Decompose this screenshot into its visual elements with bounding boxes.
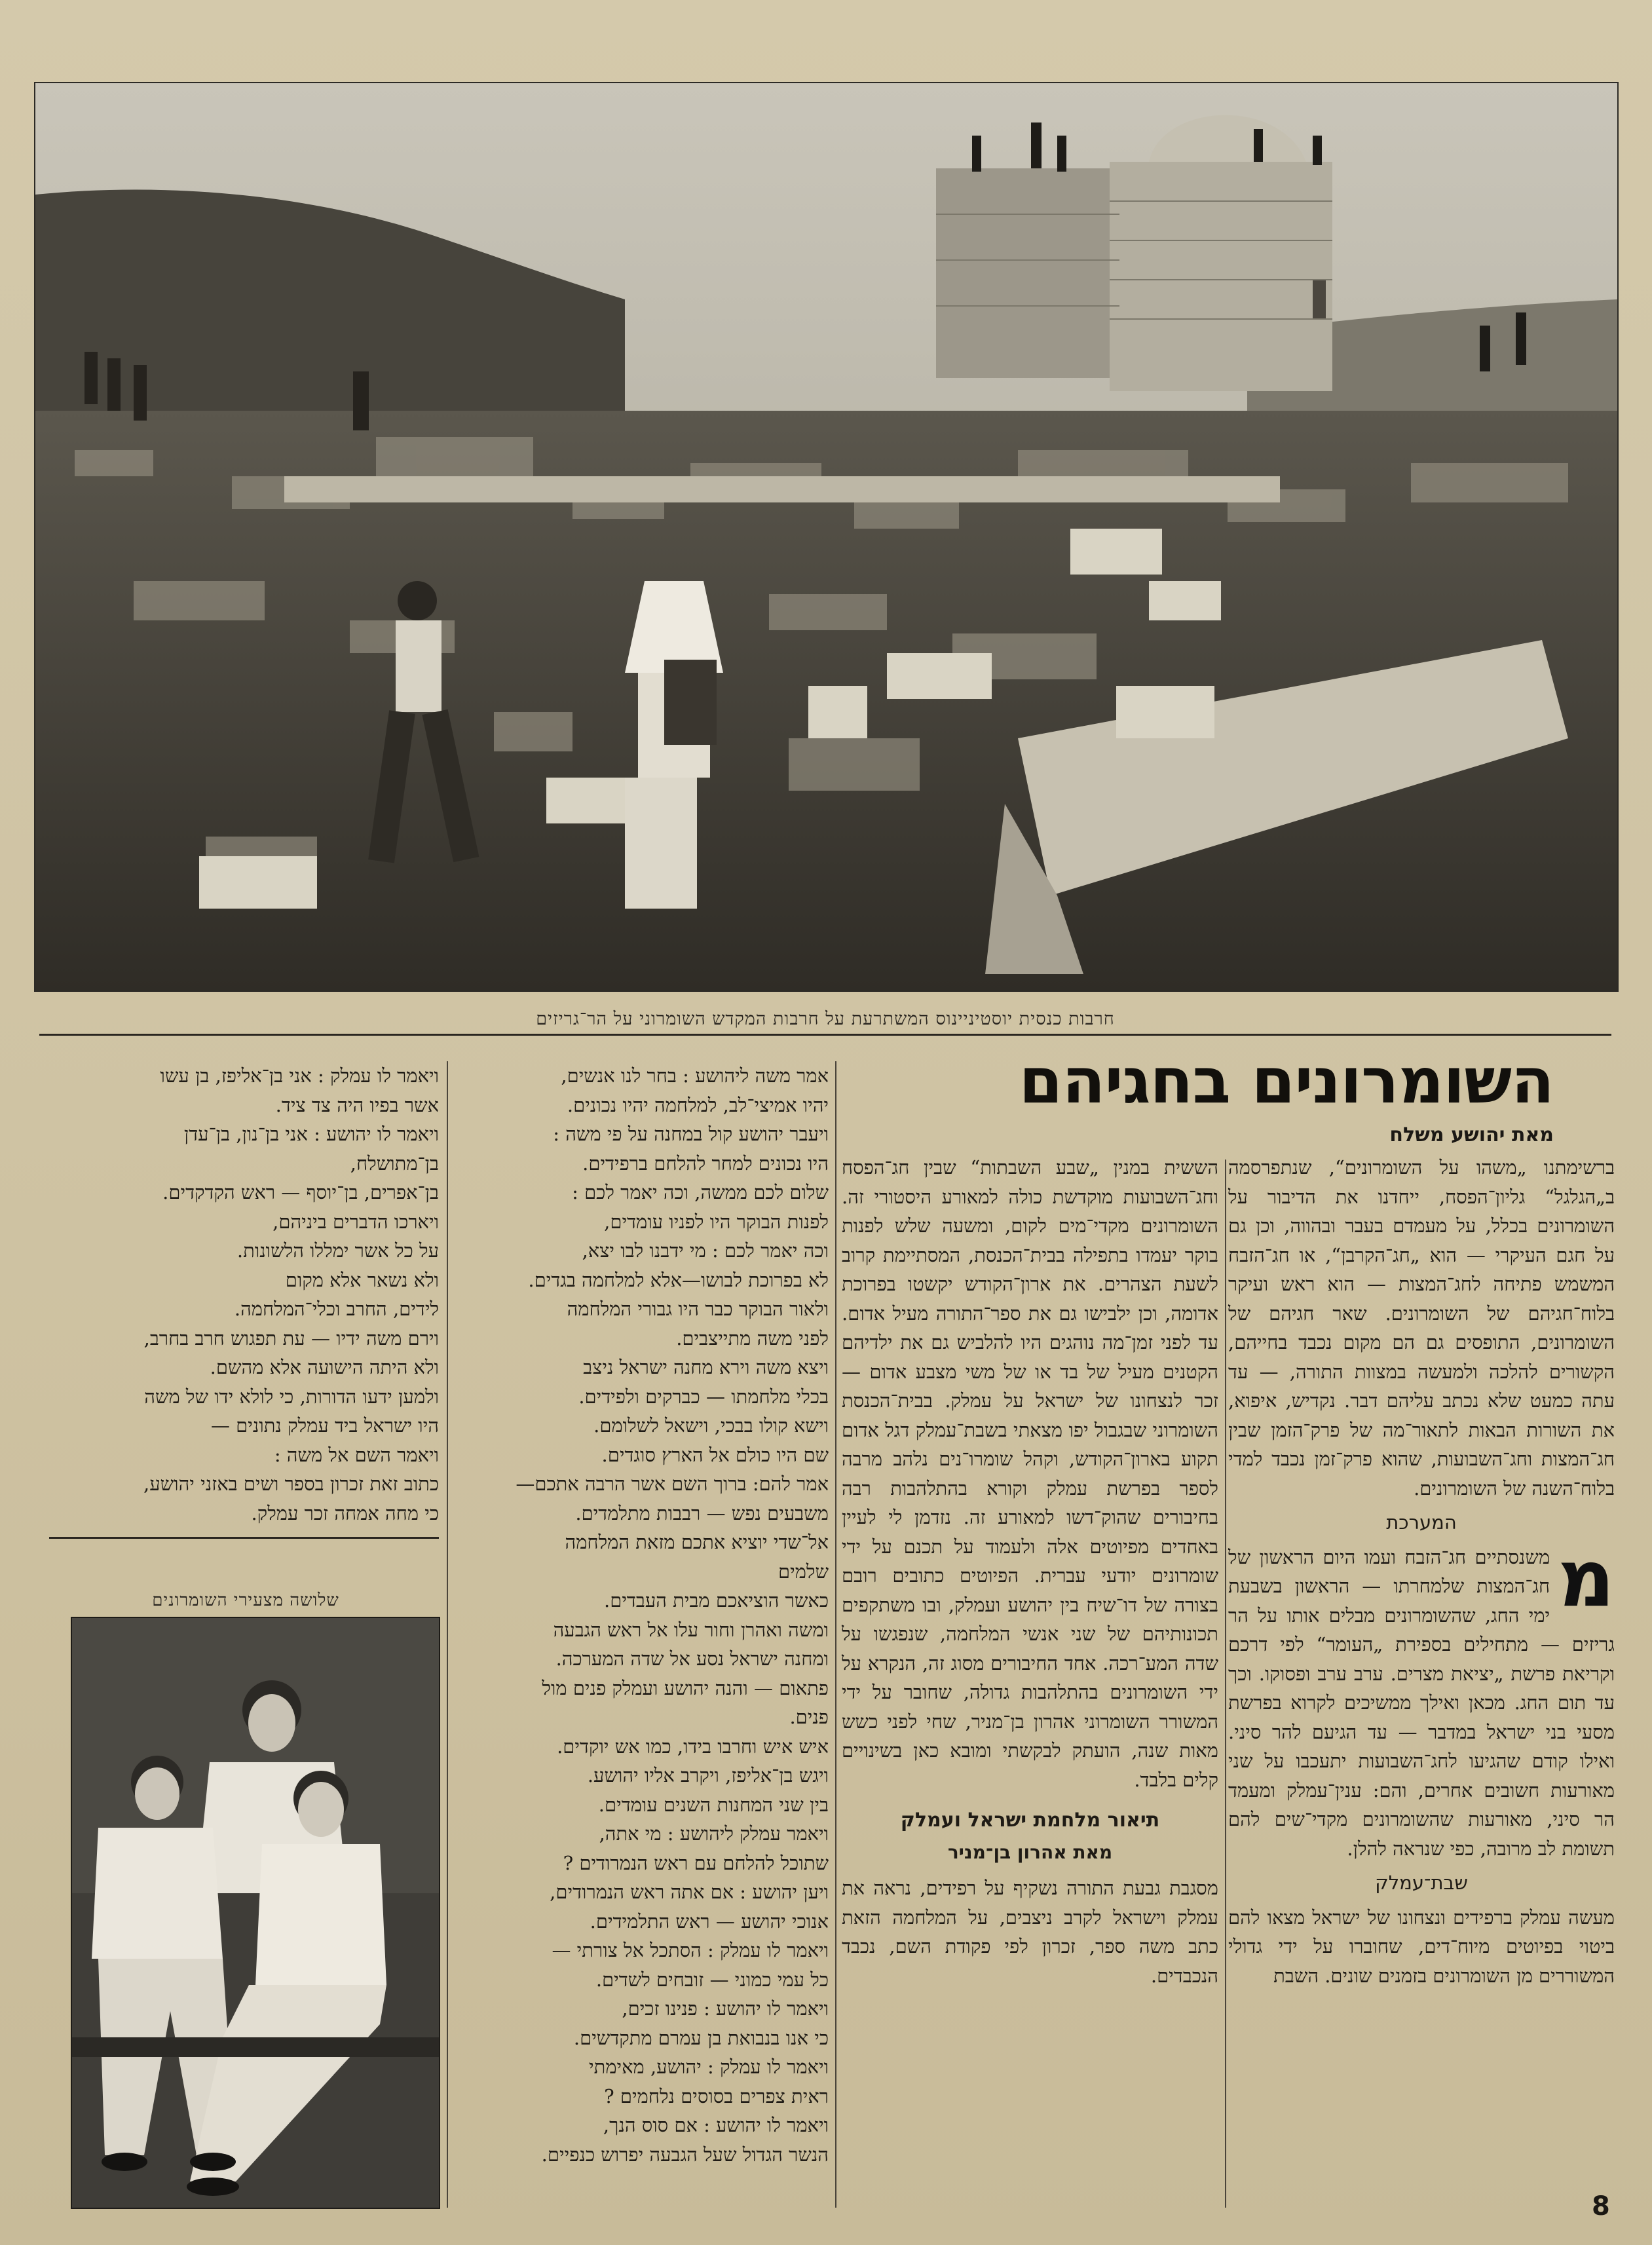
poem-line: ומשה ואהרן וחור עלו אל ראש הגבעה [553,1618,829,1641]
poem-line: שתוכל להלחם עם ראש הנמרודים ? [563,1851,829,1874]
poem-line: וכה יאמר לכם : מי ידבנו לבו יצא, [582,1239,829,1262]
body-text-1: משנסתיים חג־הזבח ועמו היום הראשון של חג־המצות שלמחרתו — הראשון בשבעת ימי החג, שהשומרונים מבלים אותו על הר גריזים — מתחילים בספירת „העומר“ לפי דרכם וקריאת פרשת „יציאת מצרים. ערב ערב ופסוקו. וכך עד תום החג. מכאן ואילך ממשיכים לקרוא בפרשת מסעי בני ישראל במדבר — עד הגיעם להר סיני. ואילו קודם שהגיעו לחג־השבועות יתעכבו על שני מאורעות חשובים אחרים, והם: ענין־עמלק ומעמד הר סיני, מאורעות שהשומרונים מקדי־שים להם תשומת לב מרובה, כפי שנראה להלן. [1228,1545,1615,1860]
poem-line: ומחנה ישראל נסע אל שדה המערכה. [555,1648,829,1670]
section-heading-amalek-sabbath: שבת־עמלק [1375,1872,1468,1894]
body-paragraph-3: הששית במנין „שבע השבתות“ שבין חג־הפסח וחג־השבועות מוקדשת כולה למאורע היסטורי זה. השומרונים מקדי־מים לקום, ומשעה שלש לפנות בוקר יעמדו בתפילה בבית־הכנסת, המסתיימת קרוב לשעת הצהרים. את ארון־הקודש יקשטו בפרוכת אדומה, וכן ילבישו גם את ספר־התורה מעיל אדום. עד לפני זמן־מה נוהגים היו להלביש גם את ילדיהם הקטנים מעיל של בד או של משי מצבע אדום — זכר לנצחונו של ישראל על עמלק. בבית־הכנסת השומרוני שבגבול יפו מצאתי בשבת־עמלק דגל אדום תקוע בארון־הקודש, וקהל שומרו־נים נלהב מרבה לספר בפרשת עמלק וקורא בהתלהבות רבה בחיבורים שהוק־דשו למאורע זה. נזדמן לי לעיין באחדים מפיוטים אלה ולעמוד על תכנם על ידי שומרונים יודעי עברית. הפיוטים כתובים רובם בצורה של דו־שיח בין יהושע ועמלק, ובו משתקפים תכונותיהם של שני אנשי המלחמה, שנפגשו על שדה המע־רכה. אחד החיבורים מסוג זה, הנקרא על ידי השומרונים בהתלהבות גדולה, שחובר על ידי המשורר השומרוני אהרון בן־מניר, שחי לפני כשש מאות שנה, הועתק לבקשתי ומובא כאן בשינויים קלים בלבד. [842,1156,1218,1791]
poem-line: כתוב זאת זכרון בספר ושים באזני יהושע, [143,1473,439,1495]
poem-line: ויאמר עמלק ליהושע : מי אתה, [599,1822,829,1845]
poem-line: ולאור הבוקר כבר היו גבורי המלחמה [567,1298,829,1320]
poem-line: פתאום — והנה יהושע ועמלק פנים מול [542,1676,829,1699]
poem-line: ויאמר לו יהושע : פנינו זכים, [622,1997,829,2020]
poem-line: ויאמר לו יהושע : אם סוס הנך, [603,2114,829,2136]
poem-opening: מסגבת גבעת התורה נשקיף על רפידים, נראה את עמלק וישראל לקרב ניצבים, על המלחמה הזאת כתב משה ספר, זכרון לפי פקודת השם, נכבד הנכבדים. [842,1877,1218,1987]
poem-line: ויאמר השם אל משה : [274,1443,439,1466]
photo-caption: חרבות כנסית יוסטיניינוס המשתרעת על חרבות המקדש השומרוני על הר־גריזים [536,1009,1115,1029]
poem-byline: מאת אהרון בן־מניר [947,1841,1113,1863]
poem-line: וירם משה ידיו — עת תפגוש חרב בחרב, [143,1327,439,1349]
poem-line: אשר בפיו היה צד ציד. [275,1093,439,1116]
poem-line: וישא קולו בבכי, וישאל לשלומם. [593,1414,829,1437]
intro-paragraph: ברשימתנו „משהו על השומרונים“, שנתפרסמה ב„הגלגל“ גליון־הפסח, ייחדנו את הדיבור על השומרונים בכלל, על מעמדם בעבר ובהווה, וכן גם על חגם העיקרי — הוא „חג־הקרבן“, או חג־הזבח המשמש פתיחה לחג־המצות — הוא ראש ועיקר בלוח־חגיהם של השומרונים. שאר חגיהם של השומרונים, התופסים גם הם מקום נכבד בחייהם, הקשורים להלכה ולמעשה במצוות התורה, — עד עתה כמעט שלא נכתב עליהם דבר. נקדיש, איפוא, את השורות הבאות לתאור־מה של פרק־הזמן שבין חג־המצות וחג־השבועות, שהוא פרק־זמן נכבד למדי בלוח־השנה של השומרונים. [1228,1156,1615,1500]
body-paragraph-1 [1228,1533,1615,1864]
poem-line: ויען יהושע : אם אתה ראש הנמרודים, [550,1881,829,1903]
poem-line: ויאמר לו עמלק : אני בן־אליפז, בן עשו [160,1065,439,1087]
caption-rule [39,1034,1611,1036]
poem-title: תיאור מלחמת ישראל ועמלק [900,1809,1160,1832]
poem-line: שלום לכם ממשה, וכה יאמר לכם : [572,1181,829,1203]
poem-line: אמר להם: ברוך השם אשר הרבה אתכם— [516,1473,829,1495]
poem-line: יהיו אמיצי־לב, למלחמה יהיו נכונים. [567,1093,829,1116]
poem-line: אל־שדי יוציא אתכם מזאת המלחמה [565,1531,829,1553]
poem-line: ויארכו הדברים ביניהם, [272,1210,439,1233]
poem-line: בין שני המחנות השנים עומדים. [598,1793,829,1816]
drop-cap: מ [1558,1533,1615,1625]
poem-line: שלמים [778,1560,829,1583]
poem-line: היו נכונים למחר להלחם ברפידים. [582,1152,829,1175]
poem-line: ויאמר לו עמלק : יהושע, מאימתי [589,2056,829,2078]
poem-line: בכלי מלחמתו — כברקים ולפידים. [578,1385,829,1408]
column-3 [452,1061,829,2169]
ruins-photo-illustration [35,83,1617,990]
poem-line: משבעים נפש — רבבות מתלמדים. [575,1501,829,1524]
portrait-photo [71,1617,440,2209]
column-1 [1228,1153,1615,1990]
poem-line: ויגש בן־אליפז, ויקרב אליו יהושע. [587,1764,829,1786]
poem-line: לידים, החרב וכלי־המלחמה. [234,1298,439,1320]
column-divider [835,1061,836,2208]
poem-line: ולא היתה הישועה אלא מהשם. [210,1356,439,1378]
poem-line: איש איש וחרבו בידו, כמו אש יוקדים. [557,1735,829,1758]
ruins-photo [34,82,1619,992]
page-number: 8 [1592,2191,1610,2221]
poem-line: לפנות הבוקר היו לפניו עומדים, [604,1210,829,1233]
poem-end-rule [49,1537,439,1539]
editorial-heading: המערכת [1386,1511,1457,1534]
body-paragraph-2: מעשה עמלק ברפידים ונצחונו של ישראל מצאו להם ביטוי בפיוטים מיוח־דים, שחוברו על ידי גדולי המשוררים מן השומרונים בזמנים שונים. השבת [1228,1906,1615,1987]
poem-line: על כל אשר ימללו הלשונות. [236,1239,439,1262]
poem-line: ויאמר לו עמלק : הסתכל אל צורתי — [552,1939,829,1961]
poem-line: כל עמי כמוני — זובחים לשדים. [595,1968,829,1991]
portrait-photo-illustration [72,1618,439,2208]
poem-line: בן־אפרים, בן־יוסף — ראש הקדקדים. [162,1181,439,1203]
portrait-caption: שלושה מצעירי השומרונים [152,1591,339,1610]
article-title: השומרונים בחגיהם [1019,1044,1554,1118]
poem-line: בן־מתושלח, [350,1152,439,1175]
column-divider [447,1061,448,2208]
poem-line: לפני משה מתייצבים. [676,1327,829,1349]
poem-line: אנוכי יהושע — ראש התלמידים. [590,1910,829,1933]
poem-line: היו ישראל ביד עמלק נתונים — [210,1414,439,1437]
column-2 [842,1153,1218,1990]
poem-line: ויעבר יהושע קול במחנה על פי משה : [553,1123,829,1145]
poem-line: כי מחה אמחה זכר עמלק. [251,1501,439,1524]
poem-line: פנים. [789,1706,829,1728]
poem-line: ויאמר לו יהושע : אני בן־נון, בן־עדן [183,1123,439,1145]
column-divider [1225,1160,1226,2208]
poem-line: ויצא משה וירא מחנה ישראל ניצב [583,1356,829,1378]
column-4 [49,1061,439,1539]
poem-line: כאשר הוציאכם מבית העבדים. [604,1589,829,1612]
poem-line: שם היו כולם אל הארץ סוגדים. [601,1443,829,1466]
poem-line: ולמען ידעו הדורות, כי לולא ידו של משה [144,1385,439,1408]
poem-line: כי אנו בנבואת בן עמרם מתקדשים. [573,2026,829,2049]
poem-line: לא בפרוכת לבושו—אלא למלחמה בגדים. [528,1268,829,1291]
poem-line: ראית צפרים בסוסים נלחמים ? [604,2085,829,2107]
article-byline: מאת יהושע משלח [1389,1123,1554,1146]
poem-line: ולא נשאר אלא מקום [285,1268,439,1291]
poem-line: אמר משה ליהושע : בחר לנו אנשים, [561,1065,829,1087]
poem-line: הנשר הגדול שעל הגבעה יפרוש כנפיים. [541,2143,829,2166]
